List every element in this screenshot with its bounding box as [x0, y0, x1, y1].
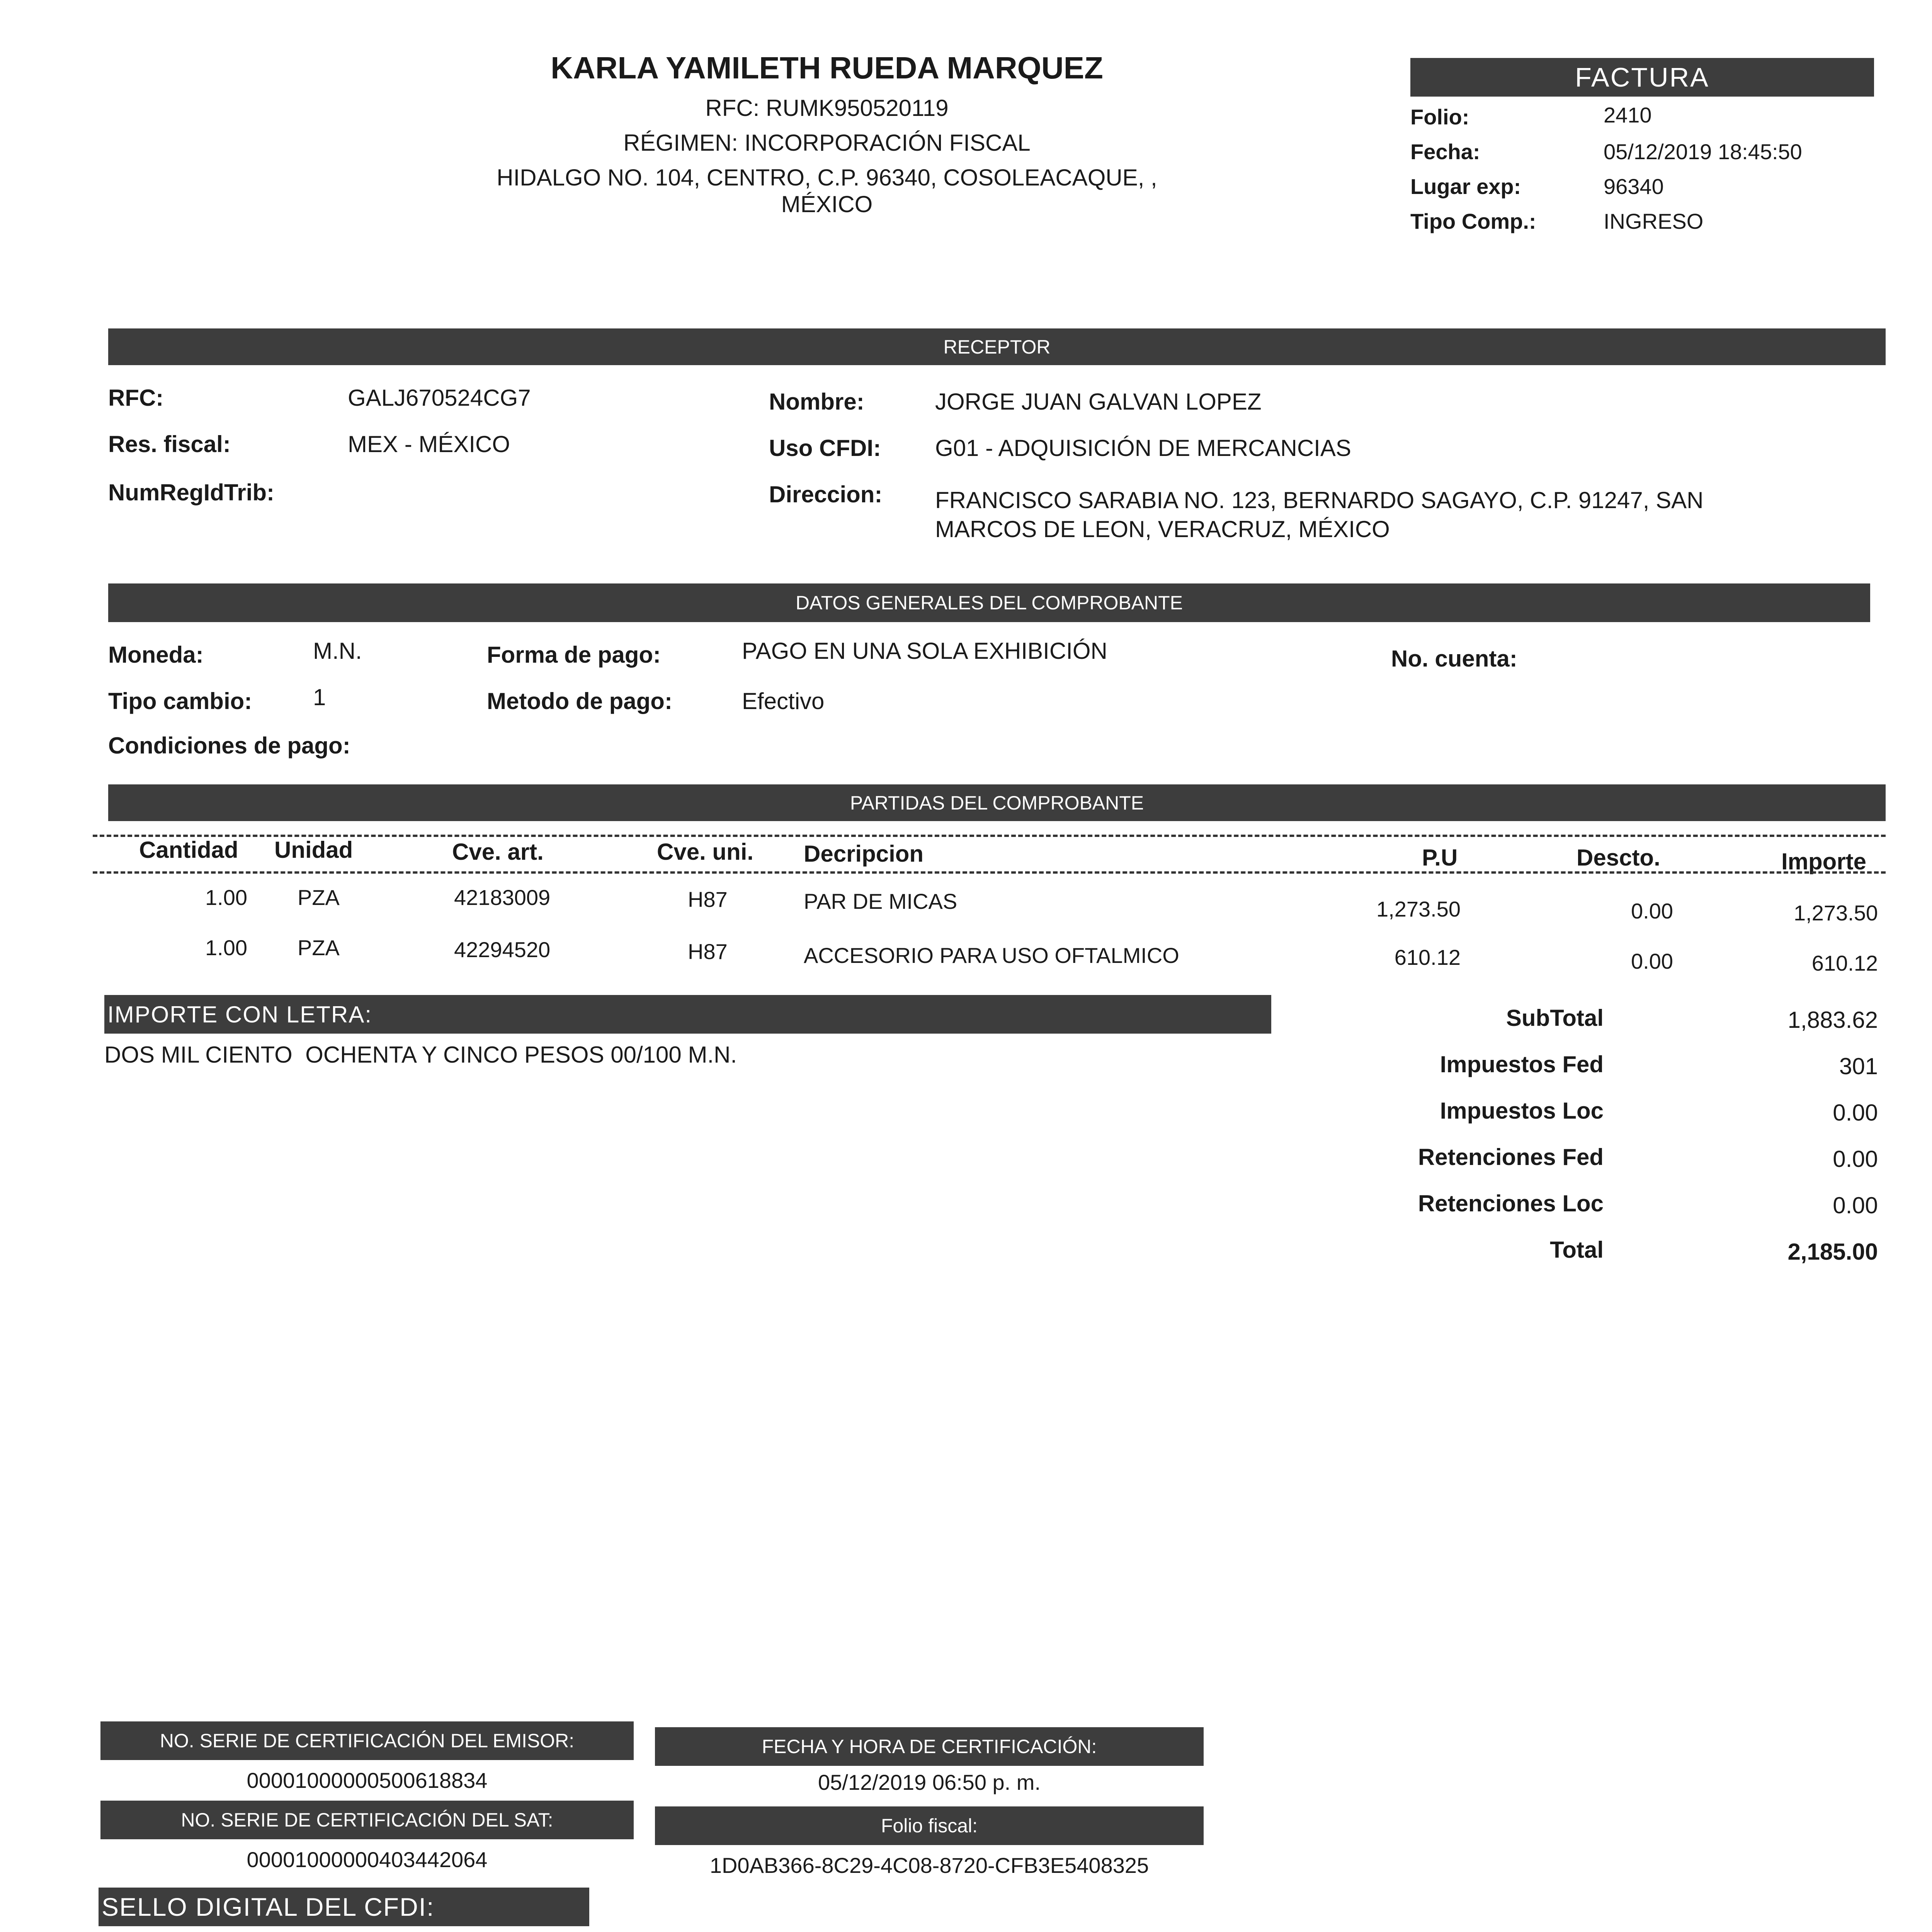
row1-descto: 0.00 [1631, 899, 1673, 923]
row1-unidad: PZA [298, 885, 340, 910]
condiciones-label: Condiciones de pago: [108, 733, 350, 759]
row1-descripcion: PAR DE MICAS [804, 889, 957, 913]
folio-value: 2410 [1604, 103, 1652, 127]
fecha-cert-header: FECHA Y HORA DE CERTIFICACIÓN: [655, 1727, 1204, 1766]
row1-importe: 1,273.50 [1794, 901, 1878, 925]
col-unidad: Unidad [274, 837, 353, 863]
receptor-nombre-label: Nombre: [769, 389, 864, 415]
impuestos-loc-label: Impuestos Loc [1440, 1098, 1604, 1124]
folio-fiscal-value: 1D0AB366-8C29-4C08-8720-CFB3E5408325 [709, 1853, 1149, 1878]
tipo-cambio-value: 1 [313, 684, 326, 710]
factura-title: FACTURA [1410, 58, 1874, 97]
row2-pu: 610.12 [1394, 945, 1461, 969]
row2-cve-uni: H87 [688, 939, 728, 964]
retenciones-loc-label: Retenciones Loc [1418, 1190, 1604, 1216]
serie-sat-value: 00001000000403442064 [247, 1847, 488, 1872]
col-cve-art: Cve. art. [452, 839, 544, 865]
tipo-value: INGRESO [1604, 209, 1704, 233]
tipo-label: Tipo Comp.: [1410, 209, 1536, 233]
direccion-line2: MARCOS DE LEON, VERACRUZ, MÉXICO [935, 516, 1390, 542]
receptor-nombre-value: JORGE JUAN GALVAN LOPEZ [935, 389, 1262, 415]
res-fiscal-value: MEX - MÉXICO [348, 431, 510, 457]
row2-importe: 610.12 [1811, 951, 1878, 975]
importe-letra-header: IMPORTE CON LETRA: [104, 995, 1271, 1034]
lugar-value: 96340 [1604, 174, 1664, 199]
col-cantidad: Cantidad [139, 837, 238, 863]
datos-header: DATOS GENERALES DEL COMPROBANTE [108, 583, 1870, 622]
col-importe: Importe [1781, 849, 1867, 874]
retenciones-fed-label: Retenciones Fed [1418, 1144, 1604, 1170]
uso-cfdi-value: G01 - ADQUISICIÓN DE MERCANCIAS [935, 435, 1351, 461]
subtotal-label: SubTotal [1506, 1005, 1604, 1031]
retenciones-loc-value: 0.00 [1833, 1192, 1878, 1218]
partidas-header: PARTIDAS DEL COMPROBANTE [108, 784, 1886, 821]
importe-letra-texto: DOS MIL CIENTO OCHENTA Y CINCO PESOS 00/100 M.N. [104, 1042, 737, 1068]
no-cuenta-label: No. cuenta: [1391, 646, 1517, 672]
folio-fiscal-header: Folio fiscal: [655, 1806, 1204, 1845]
retenciones-fed-value: 0.00 [1833, 1146, 1878, 1172]
table-header-rule [93, 871, 1886, 874]
emisor-nombre: KARLA YAMILETH RUEDA MARQUEZ [551, 51, 1103, 85]
row1-cve-uni: H87 [688, 887, 728, 912]
metodo-pago-label: Metodo de pago: [487, 688, 672, 714]
table-top-rule [93, 835, 1886, 837]
numregidtrib-label: NumRegIdTrib: [108, 480, 274, 505]
serie-emisor-value: 00001000000500618834 [247, 1768, 488, 1793]
forma-pago-label: Forma de pago: [487, 642, 661, 668]
impuestos-loc-value: 0.00 [1833, 1100, 1878, 1126]
serie-emisor-header: NO. SERIE DE CERTIFICACIÓN DEL EMISOR: [100, 1721, 634, 1760]
row1-cve-art: 42183009 [454, 885, 551, 910]
direccion-label: Direccion: [769, 481, 883, 507]
serie-sat-header: NO. SERIE DE CERTIFICACIÓN DEL SAT: [100, 1801, 634, 1839]
tipo-cambio-label: Tipo cambio: [108, 688, 252, 714]
sello-cfdi-header: SELLO DIGITAL DEL CFDI: [99, 1888, 589, 1926]
direccion-line1: FRANCISCO SARABIA NO. 123, BERNARDO SAGAYO, C.P. 91247, SAN [935, 487, 1704, 513]
row2-cve-art: 42294520 [454, 937, 551, 962]
row2-cantidad: 1.00 [205, 935, 247, 960]
row2-descto: 0.00 [1631, 949, 1673, 973]
uso-cfdi-label: Uso CFDI: [769, 435, 881, 461]
moneda-value: M.N. [313, 638, 362, 664]
receptor-rfc-value: GALJ670524CG7 [348, 385, 531, 411]
fecha-label: Fecha: [1410, 139, 1480, 164]
emisor-direccion: HIDALGO NO. 104, CENTRO, C.P. 96340, COSOLEACAQUE, , MÉXICO [497, 165, 1157, 217]
receptor-rfc-label: RFC: [108, 385, 164, 411]
fecha-cert-value: 05/12/2019 06:50 p. m. [818, 1770, 1041, 1794]
receptor-header: RECEPTOR [108, 328, 1886, 365]
metodo-pago-value: Efectivo [742, 688, 825, 714]
impuestos-fed-value: 301 [1839, 1053, 1878, 1079]
total-label: Total [1550, 1237, 1604, 1263]
impuestos-fed-label: Impuestos Fed [1440, 1051, 1604, 1077]
col-descripcion: Decripcion [804, 841, 924, 867]
emisor-rfc: RFC: RUMK950520119 [705, 95, 949, 121]
folio-label: Folio: [1410, 105, 1469, 129]
fecha-value: 05/12/2019 18:45:50 [1604, 139, 1802, 164]
col-descto: Descto. [1577, 845, 1660, 871]
lugar-label: Lugar exp: [1410, 174, 1521, 199]
row1-cantidad: 1.00 [205, 885, 247, 910]
col-pu: P.U [1422, 845, 1458, 871]
row2-unidad: PZA [298, 935, 340, 960]
moneda-label: Moneda: [108, 642, 204, 668]
total-value: 2,185.00 [1787, 1239, 1878, 1265]
row2-descripcion: ACCESORIO PARA USO OFTALMICO [804, 943, 1179, 968]
row1-pu: 1,273.50 [1376, 897, 1461, 921]
forma-pago-value: PAGO EN UNA SOLA EXHIBICIÓN [742, 638, 1107, 664]
emisor-regimen: RÉGIMEN: INCORPORACIÓN FISCAL [623, 130, 1031, 156]
col-cve-uni: Cve. uni. [657, 839, 754, 865]
subtotal-value: 1,883.62 [1787, 1007, 1878, 1033]
res-fiscal-label: Res. fiscal: [108, 431, 231, 457]
